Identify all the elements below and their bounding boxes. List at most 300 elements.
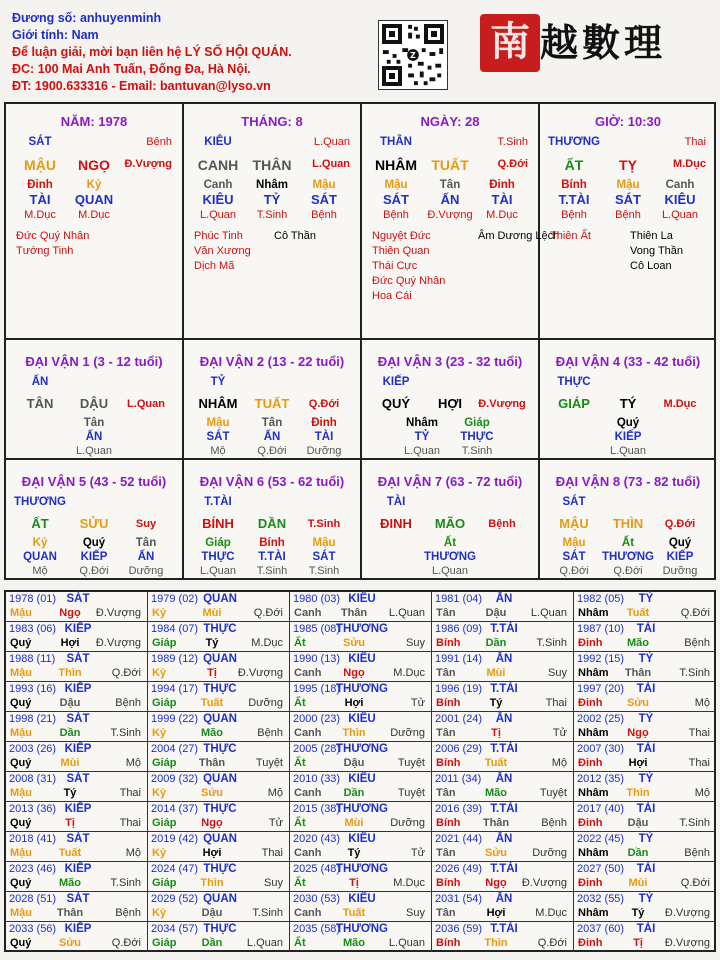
annual-year: 2013 (36) bbox=[9, 803, 57, 815]
annual-cell[interactable] bbox=[6, 742, 148, 772]
dai-van-ten-god: THỰC bbox=[557, 376, 591, 388]
annual-cell[interactable] bbox=[574, 772, 716, 802]
annual-state: T.Sinh bbox=[110, 877, 141, 889]
annual-cell[interactable] bbox=[6, 892, 148, 922]
dai-van-title: ĐẠI VẬN 2 (13 - 22 tuổi) bbox=[199, 354, 345, 369]
annual-ten-god: TÀI bbox=[636, 863, 656, 875]
dai-van-ten-god: THƯƠNG bbox=[14, 496, 66, 508]
annual-stem: Quý bbox=[10, 817, 32, 829]
pillar-ten-god: KIÊU bbox=[204, 136, 232, 148]
annual-ten-god: SÁT bbox=[66, 653, 90, 665]
annual-ten-god: TÀI bbox=[636, 683, 656, 695]
annual-branch: Dậu bbox=[343, 757, 365, 769]
dai-van-hidden-stem: Mậu bbox=[312, 537, 336, 549]
star-right: Cô Thần bbox=[274, 230, 316, 242]
annual-cell[interactable] bbox=[290, 892, 432, 922]
annual-year: 1989 (12) bbox=[151, 653, 199, 665]
annual-stem: Đinh bbox=[578, 697, 603, 709]
pillar-title: THÁNG: 8 bbox=[241, 114, 303, 129]
annual-ten-god: SÁT bbox=[66, 773, 90, 785]
annual-year: 1981 (04) bbox=[435, 593, 483, 605]
star-left: Nguyệt Đức bbox=[372, 230, 431, 242]
hidden-stem: Bính bbox=[561, 179, 587, 191]
dai-van-ten-god: TỶ bbox=[210, 376, 226, 388]
hidden-ten-god: SÁT bbox=[615, 192, 641, 207]
annual-stem: Mậu bbox=[10, 727, 32, 739]
annual-ten-god: THƯƠNG bbox=[336, 743, 388, 755]
annual-year: 2016 (39) bbox=[435, 803, 483, 815]
annual-year: 2027 (50) bbox=[577, 863, 625, 875]
annual-year: 2003 (26) bbox=[9, 743, 57, 755]
hidden-ten-god: KIÊU bbox=[664, 192, 696, 207]
pillar-3 bbox=[362, 104, 560, 338]
annual-branch: Mão bbox=[485, 787, 507, 799]
annual-branch: Thìn bbox=[58, 667, 82, 679]
annual-state: T.Sinh bbox=[679, 817, 710, 829]
star-right: Âm Dương Lệch bbox=[478, 230, 560, 242]
annual-cell[interactable] bbox=[6, 592, 148, 622]
annual-cell[interactable] bbox=[574, 742, 716, 772]
annual-year: 2025 (48) bbox=[293, 863, 341, 875]
hidden-ten-god: ẤN bbox=[440, 192, 460, 207]
annual-year: 2000 (23) bbox=[293, 713, 341, 725]
dai-van-ten-god: KIẾP bbox=[382, 376, 410, 388]
dai-van-title: ĐẠI VẬN 4 (33 - 42 tuổi) bbox=[555, 354, 701, 369]
hidden-stem: Mậu bbox=[384, 179, 408, 191]
annual-year: 2004 (27) bbox=[151, 743, 199, 755]
star-left: Thái Cực bbox=[372, 260, 418, 272]
annual-cell[interactable] bbox=[6, 862, 148, 892]
annual-state: M.Dục bbox=[535, 907, 567, 919]
annual-cell[interactable] bbox=[290, 832, 432, 862]
annual-ten-god: THƯƠNG bbox=[336, 803, 388, 815]
owner-info bbox=[12, 10, 292, 95]
annual-ten-god: THƯƠNG bbox=[336, 923, 388, 935]
dai-van-hidden-state: Q.Đới bbox=[79, 565, 109, 577]
annual-cell[interactable] bbox=[432, 622, 574, 652]
annual-cell[interactable] bbox=[574, 712, 716, 742]
annual-ten-god: T.TÀI bbox=[490, 623, 518, 635]
annual-cell[interactable] bbox=[290, 862, 432, 892]
annual-cell[interactable] bbox=[290, 652, 432, 682]
annual-year: 2008 (31) bbox=[9, 773, 57, 785]
pillar-title: NGÀY: 28 bbox=[420, 114, 480, 129]
dai-van-hidden-stem: Đinh bbox=[311, 417, 337, 429]
annual-stem: Ất bbox=[294, 697, 306, 709]
annual-cell[interactable] bbox=[574, 652, 716, 682]
annual-branch: Dậu bbox=[201, 907, 223, 919]
annual-branch: Hợi bbox=[486, 907, 506, 919]
dai-van-hidden-god: T.TÀI bbox=[258, 551, 286, 563]
annual-year: 2026 (49) bbox=[435, 863, 483, 875]
annual-ten-god: KIÊU bbox=[348, 893, 376, 905]
annual-ten-god: TỶ bbox=[638, 893, 654, 905]
dai-van-hidden-god: THỰC bbox=[460, 431, 494, 443]
annual-stem: Nhâm bbox=[578, 847, 609, 859]
annual-cell[interactable] bbox=[6, 682, 148, 712]
annual-branch: Thìn bbox=[484, 937, 508, 949]
pillar-title: GIỜ: 10:30 bbox=[594, 114, 661, 129]
annual-ten-god: SÁT bbox=[66, 593, 90, 605]
annual-stem: Quý bbox=[10, 637, 32, 649]
dai-van-hidden-god: ẤN bbox=[263, 431, 281, 443]
annual-year: 1997 (20) bbox=[577, 683, 625, 695]
annual-stem: Ất bbox=[294, 937, 306, 949]
annual-state: L.Quan bbox=[246, 937, 283, 949]
annual-cell[interactable] bbox=[6, 622, 148, 652]
annual-stem: Kỷ bbox=[152, 607, 167, 619]
annual-state: Tuyệt bbox=[397, 787, 425, 799]
dai-van-hidden-state: L.Quan bbox=[75, 445, 113, 457]
annual-state: Bệnh bbox=[257, 727, 283, 739]
annual-cell[interactable] bbox=[290, 712, 432, 742]
annual-cell[interactable] bbox=[432, 892, 574, 922]
annual-stem: Bính bbox=[436, 877, 461, 889]
annual-stem: Giáp bbox=[152, 817, 177, 829]
annual-cell[interactable] bbox=[432, 802, 574, 832]
annual-cell[interactable] bbox=[290, 802, 432, 832]
annual-cell[interactable] bbox=[148, 682, 290, 712]
annual-year: 2001 (24) bbox=[435, 713, 483, 725]
pillar-top-state: Thai bbox=[684, 136, 706, 148]
annual-cell[interactable] bbox=[6, 652, 148, 682]
annual-cell[interactable] bbox=[574, 832, 716, 862]
annual-year: 1998 (21) bbox=[9, 713, 57, 725]
dai-van-branch: SỬU bbox=[79, 516, 109, 531]
hidden-stem: Mậu bbox=[616, 179, 640, 191]
annual-branch: Tị bbox=[633, 937, 643, 949]
annual-branch: Hợi bbox=[60, 637, 80, 649]
hidden-ten-god: QUAN bbox=[74, 192, 114, 207]
pillar-ten-god: THƯƠNG bbox=[548, 136, 600, 148]
annual-stem: Bính bbox=[436, 937, 461, 949]
annual-state: Q.Đới bbox=[680, 607, 710, 619]
annual-cell[interactable] bbox=[148, 802, 290, 832]
dai-van-state: Q.Đới bbox=[308, 398, 340, 410]
annual-state: Tuyệt bbox=[255, 757, 283, 769]
annual-branch: Tý bbox=[489, 697, 503, 709]
annual-state: Dưỡng bbox=[532, 847, 567, 859]
annual-stem: Kỷ bbox=[152, 727, 167, 739]
annual-stem: Canh bbox=[294, 667, 322, 679]
annual-year: 2035 (58) bbox=[293, 923, 341, 935]
dai-van-hidden-state: T.Sinh bbox=[256, 565, 288, 577]
annual-cell[interactable] bbox=[574, 622, 716, 652]
annual-cell[interactable] bbox=[148, 832, 290, 862]
dai-van-hidden-state: Dưỡng bbox=[306, 445, 342, 457]
dai-van-hidden-state: Q.Đới bbox=[559, 565, 589, 577]
annual-year: 1984 (07) bbox=[151, 623, 199, 635]
dai-van-hidden-god: KIẾP bbox=[614, 431, 642, 443]
annual-cell[interactable] bbox=[574, 682, 716, 712]
star-right: Vong Thần bbox=[630, 245, 684, 257]
pillar-ten-god: THÂN bbox=[380, 136, 412, 148]
annual-ten-god: TÀI bbox=[636, 623, 656, 635]
dai-van-hidden-god: THƯƠNG bbox=[424, 551, 476, 563]
star-left: Thiên Ất bbox=[550, 230, 591, 242]
annual-year: 2021 (44) bbox=[435, 833, 483, 845]
annual-cell[interactable] bbox=[148, 922, 290, 952]
annual-cell[interactable] bbox=[6, 832, 148, 862]
annual-year: 1987 (10) bbox=[577, 623, 625, 635]
annual-ten-god: KIẾP bbox=[64, 923, 92, 935]
annual-branch: Thân bbox=[624, 667, 652, 679]
red-seal-logo: 南 bbox=[480, 14, 540, 72]
annual-cell[interactable] bbox=[290, 592, 432, 622]
dai-van-6 bbox=[184, 460, 360, 578]
dai-van-branch: MÃO bbox=[434, 516, 466, 531]
annual-cell[interactable] bbox=[432, 712, 574, 742]
hidden-state: Bệnh bbox=[383, 209, 409, 221]
annual-state: M.Dục bbox=[251, 637, 283, 649]
annual-cell[interactable] bbox=[148, 712, 290, 742]
pillar-earthly-branch: THÂN bbox=[252, 157, 292, 173]
annual-cell[interactable] bbox=[290, 622, 432, 652]
dai-van-stem: ẤT bbox=[31, 516, 49, 531]
star-right: Thiên La bbox=[630, 230, 673, 242]
annual-cell[interactable] bbox=[574, 892, 716, 922]
annual-year: 2028 (51) bbox=[9, 893, 57, 905]
annual-cell[interactable] bbox=[574, 922, 716, 952]
annual-branch: Sửu bbox=[58, 937, 82, 949]
annual-ten-god: SÁT bbox=[66, 713, 90, 725]
annual-cell[interactable] bbox=[432, 742, 574, 772]
annual-year: 1992 (15) bbox=[577, 653, 625, 665]
annual-year: 1982 (05) bbox=[577, 593, 625, 605]
annual-stem: Canh bbox=[294, 787, 322, 799]
dai-van-stem: QUÝ bbox=[381, 396, 411, 411]
hidden-ten-god: TỶ bbox=[263, 192, 281, 207]
annual-cell[interactable] bbox=[432, 922, 574, 952]
annual-ten-god: TỶ bbox=[638, 833, 654, 845]
annual-state: Đ.Vượng bbox=[95, 607, 141, 619]
dai-van-hidden-god: KIẾP bbox=[666, 551, 694, 563]
svg-text:Z: Z bbox=[410, 50, 416, 60]
dai-van-ten-god: SÁT bbox=[562, 496, 586, 508]
annual-cell[interactable] bbox=[290, 772, 432, 802]
annual-stem: Nhâm bbox=[578, 667, 609, 679]
annual-state: L.Quan bbox=[388, 937, 425, 949]
hidden-stem: Nhâm bbox=[256, 179, 288, 191]
annual-ten-god: TỶ bbox=[638, 593, 654, 605]
annual-cell[interactable] bbox=[290, 922, 432, 952]
annual-stem: Quý bbox=[10, 877, 32, 889]
hidden-ten-god: SÁT bbox=[383, 192, 409, 207]
annual-ten-god: T.TÀI bbox=[490, 863, 518, 875]
annual-stem: Giáp bbox=[152, 877, 177, 889]
dai-van-hidden-stem: Ất bbox=[443, 537, 457, 549]
annual-ten-god: QUAN bbox=[203, 773, 237, 785]
dai-van-hidden-god: TÀI bbox=[314, 431, 334, 443]
annual-ten-god: KIÊU bbox=[348, 773, 376, 785]
annual-cell[interactable] bbox=[574, 802, 716, 832]
annual-cell[interactable] bbox=[148, 862, 290, 892]
dai-van-branch: DẦN bbox=[257, 516, 287, 531]
annual-year: 2023 (46) bbox=[9, 863, 57, 875]
annual-stem: Tân bbox=[436, 727, 456, 739]
annual-cell[interactable] bbox=[148, 892, 290, 922]
annual-state: Tuyệt bbox=[397, 757, 425, 769]
annual-ten-god: QUAN bbox=[203, 893, 237, 905]
annual-ten-god: ẤN bbox=[495, 653, 513, 665]
annual-branch: Ngọ bbox=[485, 877, 507, 889]
annual-cell[interactable] bbox=[432, 682, 574, 712]
annual-stem: Nhâm bbox=[578, 907, 609, 919]
annual-branch: Dần bbox=[59, 727, 81, 739]
annual-branch: Thìn bbox=[200, 877, 224, 889]
phone-email-line: ĐT: 1900.633316 - Email: bantuvan@lyso.vn bbox=[12, 79, 271, 93]
dai-van-hidden-state: Mộ bbox=[32, 565, 48, 577]
annual-stem: Tân bbox=[436, 667, 456, 679]
annual-state: Tuyệt bbox=[539, 787, 567, 799]
annual-cell[interactable] bbox=[6, 802, 148, 832]
annual-stem: Ất bbox=[294, 757, 306, 769]
annual-stem: Ất bbox=[294, 817, 306, 829]
hidden-stem: Canh bbox=[665, 179, 695, 191]
annual-ten-god: QUAN bbox=[203, 833, 237, 845]
hidden-stem: Đinh bbox=[489, 179, 515, 191]
hidden-state: Bệnh bbox=[311, 209, 337, 221]
annual-cell[interactable] bbox=[148, 652, 290, 682]
annual-stem: Mậu bbox=[10, 907, 32, 919]
annual-branch: Tý bbox=[347, 847, 361, 859]
annual-branch: Dậu bbox=[59, 697, 81, 709]
hidden-state: M.Dục bbox=[486, 209, 518, 221]
annual-ten-god: QUAN bbox=[203, 653, 237, 665]
annual-year: 2022 (45) bbox=[577, 833, 625, 845]
dai-van-ten-god: T.TÀI bbox=[204, 496, 232, 508]
annual-cell[interactable] bbox=[290, 682, 432, 712]
annual-cell[interactable] bbox=[6, 772, 148, 802]
annual-cell[interactable] bbox=[148, 622, 290, 652]
annual-cell[interactable] bbox=[148, 742, 290, 772]
annual-branch: Tị bbox=[491, 727, 501, 739]
annual-stem: Đinh bbox=[578, 877, 603, 889]
hidden-ten-god: TÀI bbox=[29, 192, 51, 207]
annual-stem: Nhâm bbox=[578, 787, 609, 799]
annual-state: Q.Đới bbox=[537, 937, 567, 949]
annual-cell[interactable] bbox=[432, 592, 574, 622]
annual-year: 2019 (42) bbox=[151, 833, 199, 845]
dai-van-hidden-stem: Quý bbox=[668, 537, 692, 549]
annual-ten-god: THỰC bbox=[203, 683, 237, 695]
annual-year: 2031 (54) bbox=[435, 893, 483, 905]
dai-van-hidden-state: T.Sinh bbox=[461, 445, 493, 457]
annual-state: Suy bbox=[406, 637, 425, 649]
bazi-main-chart bbox=[4, 102, 716, 580]
star-left: Văn Xương bbox=[194, 245, 251, 257]
annual-stem: Kỷ bbox=[152, 787, 167, 799]
annual-stem: Kỷ bbox=[152, 847, 167, 859]
annual-cell[interactable] bbox=[6, 712, 148, 742]
pillar-earthly-branch: TỴ bbox=[619, 157, 637, 173]
annual-stem: Đinh bbox=[578, 637, 603, 649]
dai-van-hidden-stem: Tân bbox=[261, 417, 283, 429]
annual-ten-god: THƯƠNG bbox=[336, 863, 388, 875]
annual-cell[interactable] bbox=[432, 772, 574, 802]
gender-label: Giới tính: bbox=[12, 28, 72, 42]
gender-value: Nam bbox=[71, 28, 99, 42]
annual-branch: Ngọ bbox=[201, 817, 223, 829]
annual-ten-god: THỰC bbox=[203, 923, 237, 935]
dai-van-hidden-state: Dưỡng bbox=[128, 565, 164, 577]
dai-van-branch: HỢI bbox=[437, 396, 463, 411]
dai-van-hidden-god: THƯƠNG bbox=[602, 551, 654, 563]
annual-branch: Thìn bbox=[342, 727, 366, 739]
annual-ten-god: T.TÀI bbox=[490, 743, 518, 755]
qr-code-icon[interactable] bbox=[378, 20, 448, 90]
annual-cell[interactable] bbox=[148, 772, 290, 802]
annual-state: Thai bbox=[688, 727, 710, 739]
annual-year: 2009 (32) bbox=[151, 773, 199, 785]
annual-stem: Quý bbox=[10, 757, 32, 769]
annual-branch: Hợi bbox=[628, 757, 648, 769]
annual-ten-god: THỰC bbox=[203, 803, 237, 815]
annual-branch: Sửu bbox=[200, 787, 224, 799]
annual-state: Suy bbox=[548, 667, 567, 679]
annual-ten-god: KIÊU bbox=[348, 713, 376, 725]
annual-ten-god: TỶ bbox=[638, 773, 654, 785]
annual-cell[interactable] bbox=[574, 862, 716, 892]
annual-year: 2002 (25) bbox=[577, 713, 625, 725]
annual-cell[interactable] bbox=[432, 862, 574, 892]
annual-branch: Mão bbox=[201, 727, 223, 739]
annual-cell[interactable] bbox=[432, 652, 574, 682]
annual-branch: Dậu bbox=[627, 817, 649, 829]
annual-branch: Sửu bbox=[626, 697, 650, 709]
annual-stem: Kỷ bbox=[152, 667, 167, 679]
annual-cell[interactable] bbox=[290, 742, 432, 772]
dai-van-hidden-stem: Mậu bbox=[562, 537, 586, 549]
dai-van-hidden-state: T.Sinh bbox=[308, 565, 340, 577]
annual-branch: Mùi bbox=[628, 877, 648, 889]
annual-ten-god: TỶ bbox=[638, 653, 654, 665]
annual-ten-god: THƯƠNG bbox=[336, 683, 388, 695]
dai-van-hidden-stem: Quý bbox=[616, 417, 640, 429]
pillar-heavenly-stem: CANH bbox=[197, 157, 239, 173]
annual-stem: Bính bbox=[436, 697, 461, 709]
hidden-stem: Kỷ bbox=[86, 179, 102, 191]
annual-ten-god: QUAN bbox=[203, 713, 237, 725]
annual-cell[interactable] bbox=[148, 592, 290, 622]
annual-ten-god: KIÊU bbox=[348, 833, 376, 845]
annual-year: 1999 (22) bbox=[151, 713, 199, 725]
annual-branch: Dần bbox=[201, 937, 223, 949]
dai-van-title: ĐẠI VẬN 3 (23 - 32 tuổi) bbox=[377, 354, 523, 369]
hidden-stem: Đinh bbox=[27, 179, 53, 191]
dai-van-state: Q.Đới bbox=[664, 518, 696, 530]
hidden-state: Đ.Vượng bbox=[427, 209, 473, 221]
annual-state: T.Sinh bbox=[679, 667, 710, 679]
pillar-2 bbox=[184, 104, 360, 338]
pillar-heavenly-stem: NHÂM bbox=[375, 157, 417, 173]
annual-year: 2014 (37) bbox=[151, 803, 199, 815]
annual-cell[interactable] bbox=[6, 922, 148, 952]
annual-cell[interactable] bbox=[574, 592, 716, 622]
brand-logo-text: 越數理 bbox=[540, 20, 667, 65]
dai-van-ten-god: TÀI bbox=[386, 496, 406, 508]
annual-cell[interactable] bbox=[432, 832, 574, 862]
annual-state: Q.Đới bbox=[253, 607, 283, 619]
hidden-ten-god: SÁT bbox=[311, 192, 337, 207]
hidden-state: L.Quan bbox=[199, 209, 237, 221]
annual-state: T.Sinh bbox=[252, 907, 283, 919]
annual-stem: Nhâm bbox=[578, 607, 609, 619]
annual-branch: Mão bbox=[59, 877, 81, 889]
dai-van-8 bbox=[540, 460, 716, 578]
annual-stem: Đinh bbox=[578, 757, 603, 769]
annual-branch: Mùi bbox=[202, 607, 222, 619]
